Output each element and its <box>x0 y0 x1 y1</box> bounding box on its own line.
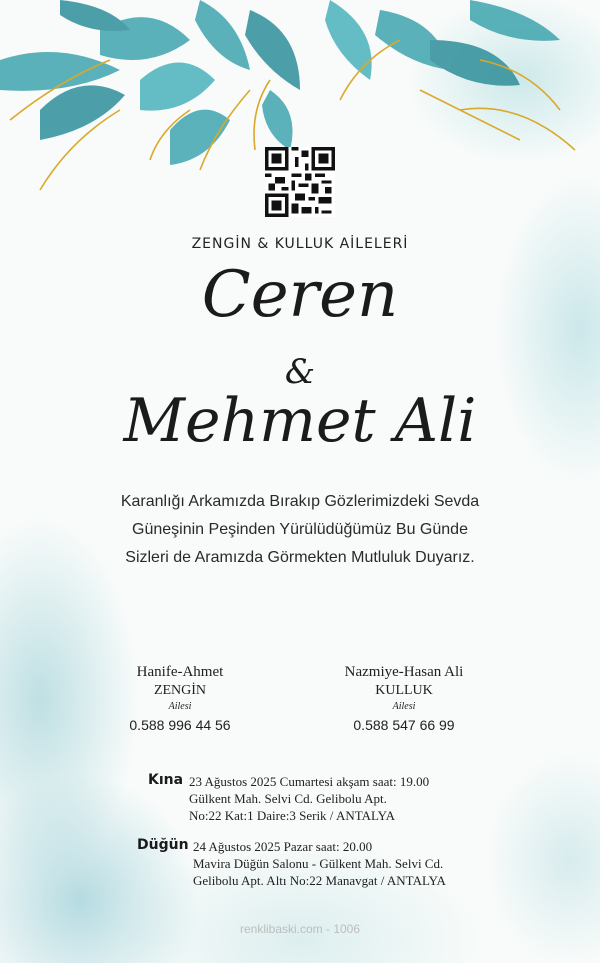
event-line: 24 Ağustos 2025 Pazar saat: 20.00 <box>193 839 373 854</box>
family-word: Ailesi <box>168 701 192 712</box>
parent-phone[interactable]: 0.588 547 66 99 <box>353 717 455 733</box>
dugun-label: Düğün <box>137 837 189 853</box>
dugun-event <box>0 837 600 897</box>
event-line: Gelibolu Apt. Altı No:22 Manavgat / ANTALYA <box>193 873 446 888</box>
event-line: No:22 Kat:1 Daire:3 Serik / ANTALYA <box>189 808 395 823</box>
groom-parents <box>304 663 504 736</box>
parent-names: Hanife-Ahmet <box>136 664 224 680</box>
groom-name: Mehmet Ali <box>123 386 477 456</box>
kina-details <box>189 773 429 824</box>
event-line: Mavira Düğün Salonu - Gülkent Mah. Selvi Cd. <box>193 856 444 871</box>
ampersand: & <box>284 352 316 392</box>
footer-credit: renklibaski.com - 1006 <box>239 922 361 936</box>
event-line: 23 Ağustos 2025 Cumartesi akşam saat: 19.00 <box>189 774 430 789</box>
qr-code-icon[interactable] <box>265 147 335 217</box>
bride-parents <box>80 663 280 736</box>
family-word: Ailesi <box>392 701 416 712</box>
parent-surname: KULLUK <box>375 683 433 698</box>
parent-names: Nazmiye-Hasan Ali <box>344 664 464 680</box>
parent-phone[interactable]: 0.588 996 44 56 <box>129 717 231 733</box>
message-line: Karanlığı Arkamızda Bırakıp Gözlerimizdeki Sevda <box>120 493 480 510</box>
parent-surname: ZENGİN <box>153 683 207 698</box>
message-line: Güneşinin Peşinden Yürülüdüğümüz Bu Günde <box>132 521 468 538</box>
kina-event <box>0 772 600 832</box>
dugun-details <box>193 838 446 889</box>
message-line: Sizleri de Aramızda Görmekten Mutluluk Duyarız. <box>125 549 475 566</box>
families-heading: ZENGİN & KULLUK AİLELERİ <box>191 236 409 252</box>
bride-name: Ceren <box>201 258 399 332</box>
invitation-message <box>0 488 600 572</box>
event-line: Gülkent Mah. Selvi Cd. Gelibolu Apt. <box>189 791 387 806</box>
kina-label: Kına <box>148 772 184 788</box>
